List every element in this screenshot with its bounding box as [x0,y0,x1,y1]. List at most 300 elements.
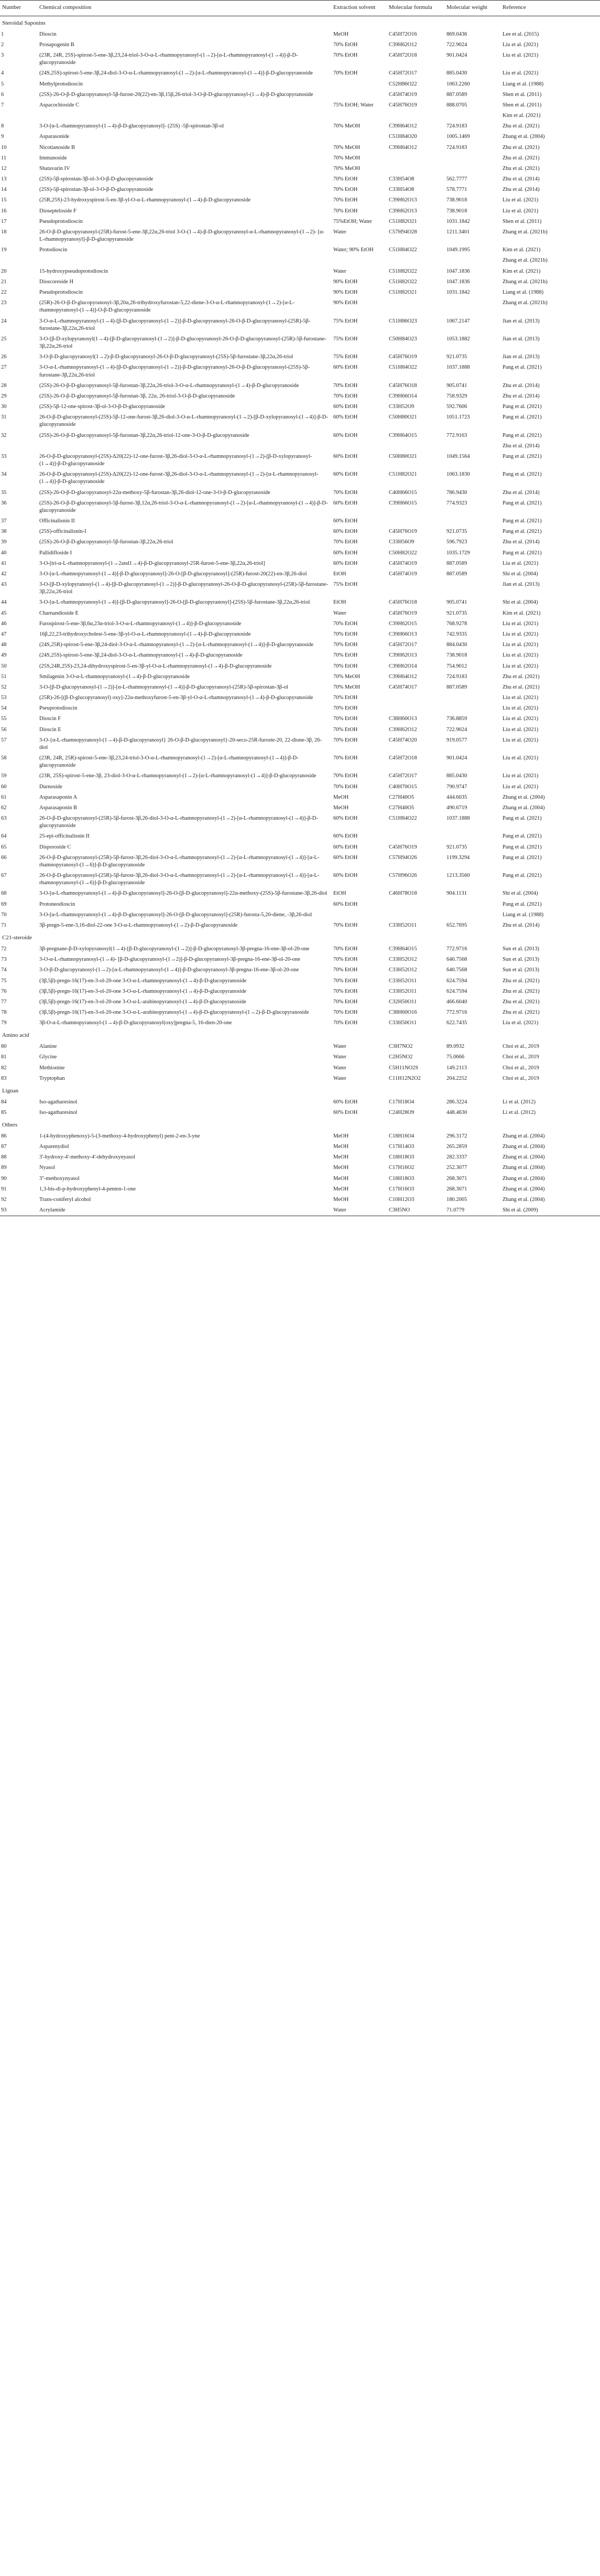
cell-weight: 1031.1842 [446,289,470,295]
cell-number: 3 [1,52,4,59]
cell-weight: 75.0666 [446,1054,465,1060]
cell-number: 77 [1,999,7,1005]
cell-solvent: 70% EtOH [333,726,358,733]
cell-number: 72 [1,946,7,952]
cell-weight: 286.3224 [446,1099,467,1105]
cell-weight: 736.8859 [446,716,467,722]
cell-solvent: 60% EtOH [333,815,358,822]
cell-solvent: 90% EtOH [333,300,358,306]
cell-formula: C50H84O23 [389,336,417,342]
cell-number: 81 [1,1054,7,1060]
cell-number: 41 [1,560,7,566]
cell-weight: 724.9183 [446,144,467,151]
cell-weight: 758.9329 [446,393,467,399]
cell-weight: 490.6719 [446,804,467,811]
cell-solvent: 70% EtOH [333,957,358,963]
cell-number: 4 [1,70,4,77]
cell-reference: Zhu et al. (2021) [503,1010,540,1016]
cell-formula: C45H72O17 [389,773,417,779]
cell-composition: Iso-agatharesinol [39,1109,78,1115]
cell-number: 62 [1,804,7,811]
cell-number: 46 [1,620,7,627]
cell-reference: Liu et al. (2021) [503,695,539,701]
table-row [0,537,600,548]
cell-number [0,441,37,452]
table-row [0,1152,600,1163]
cell-reference: Jian et al. (2013) [503,354,540,360]
table-row [0,1097,600,1108]
cell-weight: 252.3077 [446,1165,467,1171]
cell-number: 49 [1,652,7,659]
cell-formula: C39H62O12 [389,41,417,48]
cell-reference: Liu et al. (2021) [503,208,539,214]
cell-reference: Zhu et al. (2021) [503,673,540,680]
table-row [0,597,600,608]
cell-solvent: 70% EtOH [333,716,358,722]
cell-number: 12 [1,165,7,171]
cell-number: 92 [1,1196,7,1203]
header-reference: Reference [500,1,600,16]
cell-composition: 1,3-bis-di-p-hydroxyphenyl-4-penten-1-one [39,1186,136,1192]
cell-formula: C18H16O4 [389,1133,414,1139]
cell-weight: 268.3071 [446,1175,467,1182]
cell-composition: 3-O-[α-L-rhamnopyranosyl-(1→4)-β-D-glucopyranosyl]- (25S) -5β-spirostan-3β-ol [39,123,224,130]
cell-reference: Zhu et al. (2014) [503,443,540,449]
cell-number: 18 [1,229,7,235]
cell-weight: 444.6035 [446,794,467,800]
cell-reference: Liang et al. (1988) [503,289,544,295]
cell-formula: C3H5NO [387,1205,444,1216]
table-row [0,1018,600,1028]
cell-solvent: Water [333,229,346,235]
table-row [0,559,600,569]
cell-solvent: 70% EtOH [333,783,358,790]
cell-number: 53 [1,695,7,701]
cell-weight: 282.3337 [446,1154,467,1161]
cell-reference: Zhang et al. (2004) [503,794,545,800]
cell-weight: 1047.1836 [446,278,470,285]
cell-formula: C33H52O11 [389,922,417,928]
cell-solvent: 70% EtOH [333,393,358,399]
table-row [0,629,600,640]
cell-reference: Zhu et al. (2014) [503,187,540,193]
cell-reference: Zhang et al. (2004) [503,1154,545,1161]
cell-solvent: Water [333,268,346,274]
cell-weight: 592.7606 [446,404,467,410]
cell-weight: 622.7435 [446,1020,467,1026]
cell-formula [387,298,444,316]
cell-composition: 26-O-β-D-glucopyranosyl-(25S)-Δ20(22)-12-one-furost-3β,26-diol-3-O-α-L-rhamnopyranosyl-(1→2)-[α-L-rhamnopyranosyl-(1→4)]-β-D-glucopyranoside [39,471,319,485]
cell-solvent: 70% EtOH [333,705,358,712]
cell-weight: 919.0577 [446,737,467,743]
cell-solvent: MeOH [333,1154,349,1161]
cell-reference: Liu et al. (2021) [503,726,539,733]
cell-number: 21 [1,278,7,285]
cell-formula: C10H12O3 [389,1196,414,1203]
cell-formula: C39H64O12 [389,673,417,680]
cell-solvent: 75%EtOH; Water [333,218,372,224]
cell-reference: Sun et al. (2013) [503,946,539,952]
cell-reference: Shen et al. (2011) [503,102,542,108]
cell-solvent: 70% EtOH [333,208,358,214]
cell-weight [444,298,500,316]
cell-reference: Liang et al. (1988) [503,81,544,87]
cell-number: 73 [1,957,7,963]
cell-reference: Liu et al. (2021) [503,41,539,48]
header-number: Number [0,1,37,16]
cell-solvent: 70% EtOH [333,187,358,193]
cell-composition: Dioscin [39,31,57,37]
cell-weight: 149.2113 [446,1065,467,1071]
table-row [0,813,600,831]
cell-number: 14 [1,187,7,193]
table-row [0,121,600,132]
cell-composition: (25S)-26-O-β-D-glucopyranosyl-5β-furost-3β,12α,26-triol-3-O-α-L-rhamnopyranosyl-(1→2)-[α-L-rhamnopyranosyl-(1→4)]-β-D-glucopyranoside [39,500,328,513]
cell-composition: 3β-pregnane-β-D-xylopyranosyl(1→4)-[β-D-glucopyranosyl-(1→2)]-β-D-glucopyranosyl-3β-pregna-16-ene-3β-ol-20-one [39,946,310,952]
cell-reference: Zhang et al. (2004) [503,1133,545,1139]
table-row [0,650,600,661]
cell-weight: 1037.1888 [446,364,470,371]
cell-formula: C3H7NO2 [389,1044,413,1050]
header-row [0,1,600,16]
table-row [0,608,600,619]
cell-reference: Liu et al. (2021) [503,52,539,59]
cell-weight: 1049.1564 [446,453,470,459]
cell-solvent: 70% EtOH [333,52,358,59]
cell-weight: 578.7771 [446,187,467,193]
cell-number: 69 [1,901,7,907]
cell-formula: C50H80O21 [389,453,417,459]
cell-number: 74 [1,967,7,973]
cell-solvent: 60% EtOH [333,1109,358,1115]
cell-formula [387,153,444,164]
cell-formula [387,111,444,121]
cell-reference: Liu et al. (2021) [503,773,539,779]
cell-weight [444,910,500,920]
table-row [0,899,600,910]
cell-solvent: 70% EtOH [333,773,358,779]
cell-solvent: 60% EtOH [333,432,358,438]
cell-weight: 296.3172 [446,1133,467,1139]
table-row [0,1108,600,1118]
cell-number: 80 [1,1044,7,1050]
cell-solvent: 70% EtOH [333,922,358,928]
cell-solvent: EtOH [333,890,346,897]
cell-composition: 26-O-β-D-glucopyranosyl-(25R)-furost-5-ene-3β,22α,26-triol 3-O-(1→4)-β-D-glucopyranosyl-α-L-rhamnopyranosyl-(1→2)- [α-L-rhamnopyranosyl]-β-D-glucopyranoside [39,229,324,243]
cell-number: 24 [1,318,7,324]
cell-formula: C45H74O19 [389,560,417,566]
cell-formula: C39H62O12 [389,726,417,733]
cell-solvent: 70% EtOH [333,967,358,973]
cell-solvent: Water [331,1205,387,1216]
cell-number: 39 [1,539,7,545]
cell-reference: Pang et al. (2021) [503,529,542,535]
cell-number: 33 [1,453,7,459]
cell-reference: Zhu et al. (2021) [503,165,540,171]
cell-number: 60 [1,783,7,790]
table-row [0,352,600,362]
table-row [0,488,600,498]
cell-weight: 768.9278 [446,620,467,627]
cell-composition: Methylprotodioscin [39,81,83,87]
section-title: Amino acid [2,1032,29,1039]
cell-number: 44 [1,599,7,606]
cell-composition: 3-O-α-L-rhamnopyranosyl-(1→4)-[β-D-glucopyranosyl-(1→2)]-β-D-glucopyranosyl-26-O-β-D-glucopyranosyl-(25S)-5β-furostane-3β,22α,26-triol [39,364,310,378]
cell-weight: 901.0424 [446,52,467,59]
cell-formula: C27H40O5 [389,804,414,811]
cell-formula: C45H72O16 [389,31,417,37]
cell-composition: (25S)-26-O-β-D-glucopyranosyl-5β-furostan-3β,22α,26-triol-3-O-α-L-rhamnopyranosyl-(1→4)-β-D-glucopyranoside [39,382,299,389]
cell-composition: 3''-methoxynyasol [39,1175,80,1182]
cell-solvent: 60% EtOH [333,844,358,850]
cell-composition: (23R, 25S)-spirost-5-ene-3β, 23-diol-3-O-α-L-rhamnopyranosyl-(1→2)-[α-L-rhamnopyranosyl-(1→4)]-β-D-glucopyranoside [39,773,317,779]
table-row [0,174,600,185]
cell-solvent: 70% EtOH [333,197,358,203]
cell-weight: 652.7695 [446,922,467,928]
table-row [0,452,600,469]
cell-formula: C33H50O11 [389,1020,417,1026]
cell-weight [444,899,500,910]
cell-reference: Sun et al. (2013) [503,957,539,963]
table-row [0,1174,600,1184]
cell-weight: 921.0735 [446,529,467,535]
cell-number: 66 [1,854,7,861]
cell-number: 20 [1,268,7,274]
cell-number: 43 [1,582,7,588]
cell-reference: Liu et al. (2021) [503,1020,539,1026]
cell-solvent: 70% EtOH [333,620,358,627]
cell-formula: C45H72O17 [389,642,417,648]
table-row [0,1163,600,1173]
cell-solvent: 90% EtOH [333,289,358,295]
cell-composition: 3-O-[β-D-xylopyranosyl(1→4)-[β-D-glucopyranosyl-(1→2)]-β-D-glucopyranosyl-26-O-β-D-glucopyranosyl-(25R)-5β-furostane-3β,22α,26-triol [39,336,326,350]
table-row [0,90,600,100]
table-row [0,753,600,771]
cell-weight: 1031.1842 [446,218,470,224]
cell-number: 56 [1,726,7,733]
cell-solvent: 75% EtOH [333,318,358,324]
table-row [0,703,600,714]
cell-solvent: MeOH [333,1165,349,1171]
cell-weight: 921.0735 [446,844,467,850]
table-row [0,143,600,153]
section-row [0,1028,600,1042]
cell-number: 59 [1,773,7,779]
table-row [0,79,600,90]
cell-reference: Liu et al. (2021) [503,560,539,566]
table-row [0,920,600,931]
cell-reference: Zhang et al. (2004) [503,1165,545,1171]
cell-formula: C24H28O9 [389,1109,414,1115]
cell-number: 78 [1,1010,7,1016]
table-row [0,441,600,452]
cell-number: 10 [1,144,7,151]
cell-formula: C57H96O26 [389,873,417,879]
table-row [0,714,600,724]
cell-solvent: MeOH [333,1186,349,1192]
table-row [0,792,600,803]
header-weight: Molecular weight [444,1,500,16]
cell-reference: Liu et al. (2021) [503,652,539,659]
cell-reference: Zhu et al. (2021) [503,684,540,690]
table-row [0,245,600,255]
cell-reference: Pang et al. (2021) [503,550,542,556]
cell-weight: 887.0589 [446,91,467,98]
table-row [0,725,600,735]
cell-solvent: 60% EtOH [333,404,358,410]
cell-composition: 3-O-α-L-rhamnopyranosyl-(1→4)-[β-D-glucopyranosyl-(1→2)]-β-D-glucopyranosyl-26-O-β-D-glucopyranosyl-(25R)-5β-furostane-3β,22α,26-triol [39,318,311,331]
table-body [0,16,600,1216]
cell-solvent: MeOH [333,1144,349,1150]
cell-weight [444,441,500,452]
cell-number: 54 [1,705,7,712]
cell-weight: 904.1131 [446,890,467,897]
cell-composition: Tryptophan [39,1075,65,1081]
table-row [0,888,600,899]
section-title: C21-steroide [2,935,32,941]
cell-formula [387,899,444,910]
cell-reference: Pang et al. (2021) [503,432,542,438]
cell-formula: C39H66O13 [389,631,417,637]
cell-weight: 1063.2260 [446,81,470,87]
table-row [0,803,600,813]
table-row [0,334,600,352]
cell-reference: Liu et al. (2021) [503,663,539,669]
cell-formula: C45H76O18 [389,382,417,389]
cell-solvent [331,90,387,100]
cell-formula [387,164,444,174]
cell-composition: Asparasonide [39,134,70,140]
table-row [0,68,600,79]
cell-solvent: Water; 90% EtOH [333,247,374,253]
cell-weight: 1067.2147 [446,318,470,324]
cell-number: 16 [1,208,7,214]
cell-reference: Pang et al. (2021) [503,404,542,410]
cell-composition: Asparasaponin A [39,794,78,800]
cell-reference: Zhang et al. (2004) [503,804,545,811]
table-row [0,402,600,412]
cell-solvent: MeOH [333,1133,349,1139]
cell-formula: C33H52O9 [389,404,414,410]
cell-reference: Shen et al. (2011) [503,218,542,224]
cell-formula [387,703,444,714]
cell-formula: C45H74O17 [389,684,417,690]
cell-solvent: 70% EtOH [333,41,358,48]
cell-reference: Li et al. (2012) [503,1099,536,1105]
cell-weight: 887.0589 [446,684,467,690]
cell-formula: C17H16O3 [389,1186,414,1192]
cell-composition: 3-O-[α-L-rhamnopyranosyl-(1→4)]-β-D-glucopyranosyl]-26-O-[β-D-glucopyranosyl]-(25R)-furost-20(22)-en-3β,26-diol [39,571,307,577]
cell-weight: 1211.3401 [446,229,470,235]
cell-weight: 722.9024 [446,41,467,48]
cell-reference: Shi et al. (2009) [500,1205,600,1216]
cell-reference: Zhang et al. (2004) [503,1196,545,1203]
cell-formula: C17H16O2 [389,1165,414,1171]
cell-composition: Shatavarin IV [39,165,70,171]
cell-solvent [331,441,387,452]
cell-weight: 1035.1729 [446,550,470,556]
cell-formula: C51H82O22 [389,268,417,274]
cell-formula: C39H62O13 [389,197,417,203]
cell-number: 1 [1,31,4,37]
cell-number: 32 [1,432,7,438]
cell-weight: 1005.1469 [446,134,470,140]
table-row [0,50,600,68]
cell-solvent: MeOH [333,794,349,800]
cell-weight: 772.9163 [446,432,467,438]
cell-reference: Liu et al. (2021) [503,783,539,790]
cell-solvent: 70% EtOH [333,1010,358,1016]
table-row [0,548,600,559]
cell-number: 55 [1,716,7,722]
cell-solvent: 60% EtOH [333,560,358,566]
cell-solvent: 75% EtOH [333,582,358,588]
cell-solvent: 60% EtOH [333,414,358,421]
table-row [0,362,600,380]
cell-composition: Prosapogenin B [39,41,74,48]
cell-formula: C45H76O19 [389,529,417,535]
cell-weight: 448.4630 [446,1109,467,1115]
cell-solvent: 70% MeOH [333,144,361,151]
cell-reference: Choi et al., 2019 [503,1075,539,1081]
cell-formula: C18H18O3 [389,1175,414,1182]
cell-reference: Zhang et al. (2021b) [503,300,548,306]
cell-reference: Zhang et al. (2021b) [503,257,548,264]
cell-solvent: 70% MeOH [333,165,361,171]
cell-number: 83 [1,1075,7,1081]
cell-formula: C50H82O22 [389,550,417,556]
cell-weight: 1199.3294 [446,854,470,861]
table-row [0,735,600,753]
cell-reference: Liu et al. (2021) [503,737,539,743]
cell-weight: 596.7923 [446,539,467,545]
cell-formula: C39H64O12 [389,144,417,151]
cell-formula: C51H84O22 [389,247,417,253]
cell-solvent: 70% EtOH [333,176,358,183]
section-row [0,16,600,29]
cell-number: 75 [1,978,7,984]
cell-number: 76 [1,988,7,994]
cell-solvent: 70% MeOH [333,684,361,690]
cell-reference: Li et al. (2012) [503,1109,536,1115]
cell-reference: Sun et al. (2013) [503,967,539,973]
cell-composition: 3β-O-α-L-rhamnopyranosyl-(1→4)-β-D-glucopyranosyl(oxy]pregna-5, 16-dien-20-one [39,1020,232,1026]
cell-reference: Pang et al. (2021) [503,453,542,459]
cell-composition: (25S)-5β-spirostan-3β-ol-3-O-β-D-glucopyranoside [39,187,154,193]
table-row [0,782,600,792]
cell-weight: 724.9183 [446,123,467,130]
cell-reference: Lee et al. (2015) [503,31,539,37]
cell-weight: 1063.1830 [446,471,470,478]
cell-formula: C40H66O15 [389,489,417,496]
cell-composition: Iso-agatharesinol [39,1099,78,1105]
cell-solvent: Water [333,1065,346,1071]
cell-reference: Zhu et al. (2014) [503,176,540,183]
cell-solvent: 60% EtOH [333,500,358,506]
cell-composition: Glycine [39,1054,57,1060]
cell-reference: Pang et al. (2021) [503,815,542,822]
cell-weight [444,255,500,266]
cell-number: 68 [1,890,7,897]
cell-solvent: 60% EtOH [333,471,358,478]
cell-formula: C39H64O15 [389,432,417,438]
cell-number: 52 [1,684,7,690]
cell-formula: C45H74O20 [389,737,417,743]
cell-reference: Pang et al. (2021) [503,833,542,840]
cell-reference: Kim et al. (2021) [503,610,541,616]
cell-reference: Zhu et al. (2021) [503,978,540,984]
cell-composition: Protoneodioscin [39,901,75,907]
